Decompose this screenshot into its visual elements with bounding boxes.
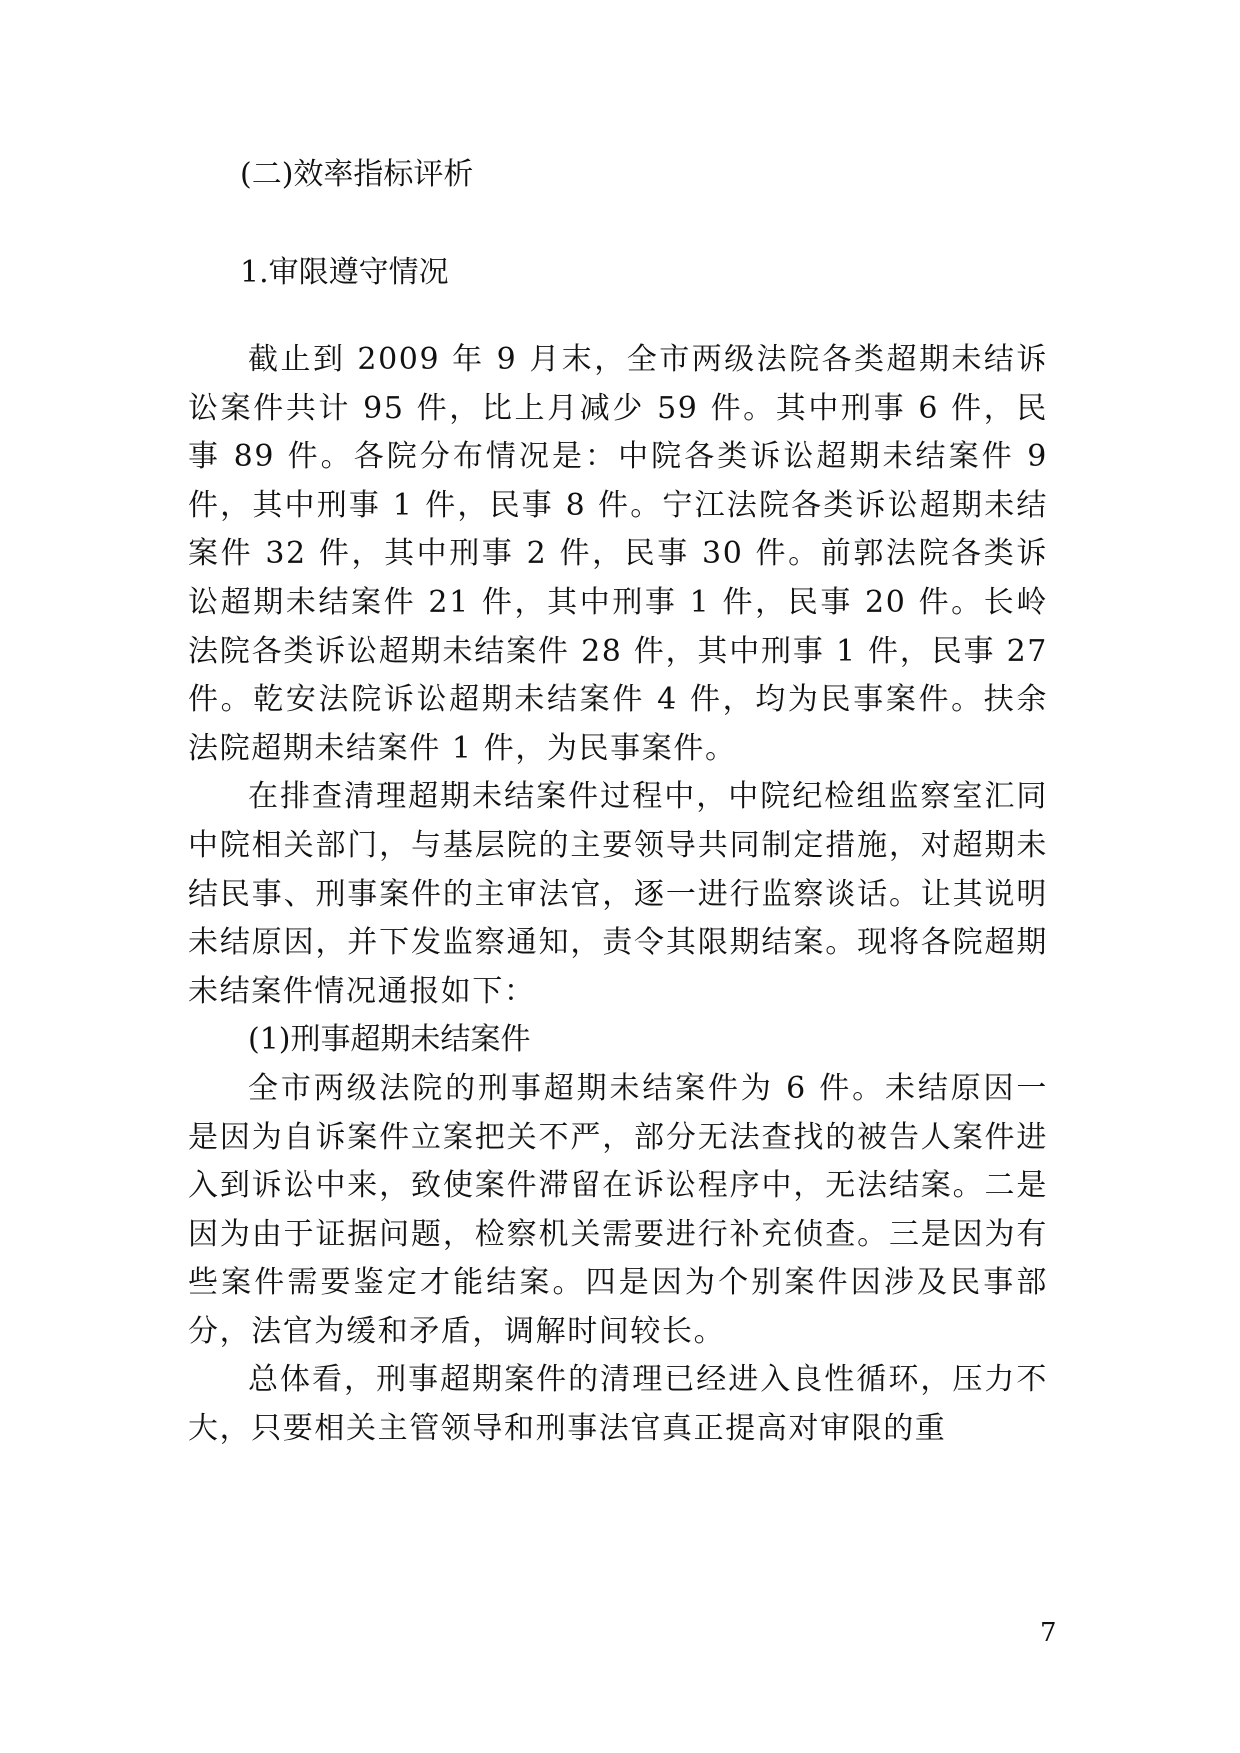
criminal-overdue-heading: (1)刑事超期未结案件 [248, 1022, 531, 1058]
paragraph-overall-assessment: 总体看，刑事超期案件的清理已经进入良性循环，压力不大，只要相关主管领导和刑事法官真正提高对审限的重 [188, 1362, 1048, 1447]
section-heading: (二)效率指标评析 [240, 157, 474, 192]
sub-heading: 1.审限遵守情况 [240, 255, 449, 290]
paragraph-overdue-summary: 截止到 2009 年 9 月末，全市两级法院各类超期未结诉讼案件共计 95 件，比上月减少 59 件。其中刑事 6 件，民事 89 件。各院分布情况是：中院各类诉讼超期未结案件 9 件，其中刑事 1 件，民事 8 件。宁江法院各类诉讼超期未结案件 32 件，其中刑事 2 件，民事 30 件。前郭法院各类诉讼超期未结案件 21 件，其中刑事 1 件，民事 20 件。长岭法院各类诉讼超期未结案件 28 件，其中刑事 1 件，民事 27 件。乾安法院诉讼超期未结案件 4 件，均为民事案件。扶余法院超期未结案件 1 件，为民事案件。 [188, 342, 1048, 766]
paragraph-criminal-reasons: 全市两级法院的刑事超期未结案件为 6 件。未结原因一是因为自诉案件立案把关不严，部分无法查找的被告人案件进入到诉讼中来，致使案件滞留在诉讼程序中，无法结案。二是因为由于证据问题，检察机关需要进行补充侦查。三是因为有些案件需要鉴定才能结案。四是因为个别案件因涉及民事部分，法官为缓和矛盾，调解时间较长。 [188, 1070, 1048, 1349]
paragraph-supervision-measures: 在排查清理超期未结案件过程中，中院纪检组监察室汇同中院相关部门，与基层院的主要领导共同制定措施，对超期未结民事、刑事案件的主审法官，逐一进行监察谈话。让其说明未结原因，并下发监察通知，责令其限期结案。现将各院超期未结案件情况通报如下： [188, 779, 1048, 1009]
page-number: 7 [1040, 1618, 1057, 1648]
page-body [188, 150, 1048, 1454]
